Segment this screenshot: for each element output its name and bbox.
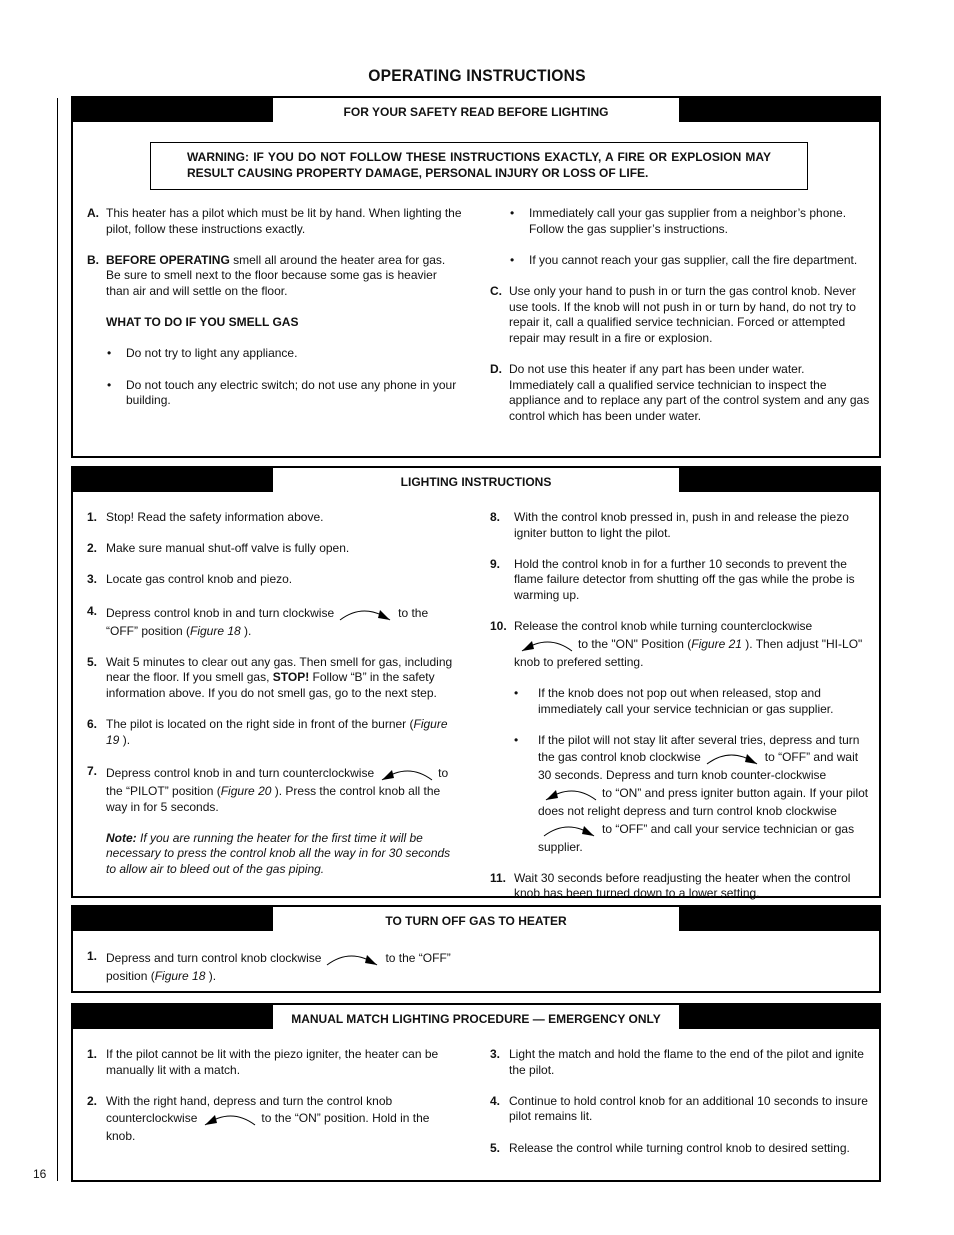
step-text: Depress control knob in and turn clockwise	[106, 605, 335, 620]
step-text: ). Press the control knob all the way in for 5 seconds.	[106, 783, 441, 814]
page-title: OPERATING INSTRUCTIONS	[368, 66, 586, 85]
bullet-dot: •	[514, 685, 519, 700]
item-text: Do not use this heater if any part has been under water. Immediately call a qualified service technician to inspect the appliance and to replace any part of the control system and any gas control which has been under water.	[509, 361, 870, 423]
smell-bullet	[87, 346, 462, 362]
page-number: 16	[33, 1167, 47, 1181]
clockwise-arrow-icon	[705, 748, 761, 768]
figure-ref: Figure 21	[691, 636, 742, 651]
bullet-text: Do not touch any electric switch; do not use any phone in your building.	[126, 377, 457, 408]
lighting-note	[87, 831, 462, 878]
lighting-step-4	[87, 604, 462, 640]
warning-box: WARNING: IF YOU DO NOT FOLLOW THESE INSTRUCTIONS EXACTLY, A FIRE OR EXPLOSION MAY RESULT CAUSING PROPERTY DAMAGE, PERSONAL INJURY OR LOSS OF LIFE.	[150, 142, 808, 190]
header-band-left	[73, 907, 273, 931]
figure-ref: Figure 19	[106, 717, 448, 747]
item-label: A.	[87, 206, 99, 220]
step-text: The pilot is located on the right side in front of the burner (	[106, 717, 414, 732]
manual-right-column	[490, 1047, 870, 1172]
bullet-text: Immediately call your gas supplier from a neighbor’s phone. Follow the gas supplier’s instructions.	[529, 206, 847, 236]
step-10-bullet	[490, 686, 870, 717]
header-band-right	[679, 907, 879, 931]
step-text: With the control knob pressed in, push in and release the piezo igniter button to light the pilot.	[514, 510, 849, 540]
header-band-right	[679, 98, 879, 122]
safety-item-d	[490, 362, 870, 424]
step-number: 11.	[490, 870, 507, 885]
smell-bullet	[490, 253, 870, 269]
lighting-step-2	[87, 541, 462, 557]
item-text: Use only your hand to push in or turn the gas control knob. Never use tools. If the knob will not push in or turn by hand, do not try to repair it, call a qualified service technician. Forced or attempted repair may result in a fire or explosion.	[509, 283, 856, 345]
counterclockwise-arrow-icon	[542, 784, 598, 804]
safety-left-column	[87, 206, 462, 424]
step-text: Depress and turn control knob clockwise	[106, 951, 322, 966]
step-text: If the pilot cannot be lit with the piezo igniter, the heater can be manually lit with a match.	[106, 1047, 439, 1077]
item-text: smell all around the heater area for gas. Be sure to smell next to the floor because some gas is heavier than air and will settle on the floor.	[106, 252, 446, 298]
step-text: Hold the control knob in for a further 10 seconds to prevent the flame failure detector from shutting off the gas while the probe is warming up.	[514, 556, 855, 602]
bullet-dot: •	[510, 252, 515, 267]
step-number: 2.	[87, 541, 98, 556]
lighting-step-11	[490, 871, 870, 902]
lighting-step-7	[87, 764, 462, 815]
manual-left-column	[87, 1047, 462, 1161]
step-text: to the “PILOT” position (	[106, 766, 449, 798]
lighting-step-9	[490, 557, 870, 604]
header-band-left	[73, 1005, 273, 1029]
bullet-dot: •	[107, 377, 112, 392]
step-number: 9.	[490, 556, 501, 571]
lighting-step-3	[87, 572, 462, 588]
step-number: 3.	[490, 1047, 501, 1061]
step-text: Continue to hold control knob for an additional 10 seconds to insure pilot remains lit.	[509, 1093, 868, 1124]
turnoff-panel	[71, 905, 881, 993]
header-band-right	[679, 1005, 879, 1029]
step-text: Locate gas control knob and piezo.	[106, 572, 293, 587]
manual-step-3	[490, 1047, 870, 1078]
step-10-bullet	[490, 733, 870, 855]
manual-step-4	[490, 1094, 870, 1125]
step-number: 1.	[87, 1047, 98, 1061]
manual-header: MANUAL MATCH LIGHTING PROCEDURE — EMERGENCY ONLY	[291, 1012, 661, 1026]
safety-item-c	[490, 284, 870, 346]
step-text: With the right hand, depress and turn the control knob counterclockwise	[106, 1093, 393, 1126]
smell-heading: WHAT TO DO IF YOU SMELL GAS	[106, 315, 299, 330]
bullet-dot: •	[107, 346, 112, 361]
manual-step-5	[490, 1141, 870, 1157]
item-text: This heater has a pilot which must be lit by hand. When lighting the pilot, follow these instructions exactly.	[106, 206, 462, 236]
step-text: Light the match and hold the flame to the end of the pilot and ignite the pilot.	[509, 1047, 864, 1077]
safety-item-a	[87, 206, 462, 237]
step-number: 4.	[87, 603, 98, 618]
step-number: 10.	[490, 619, 507, 634]
bullet-text: If the pilot will not stay lit after several tries, depress and turn the gas control knob clockwise	[538, 732, 860, 765]
item-bold-text: BEFORE OPERATING	[106, 252, 230, 267]
step-number: 2.	[87, 1093, 98, 1108]
safety-panel	[71, 96, 881, 458]
header-band-left	[73, 98, 273, 122]
item-label: B.	[87, 252, 99, 267]
step-text: to the “OFF” position (	[106, 605, 429, 638]
lighting-left-column	[87, 510, 462, 877]
item-label: C.	[490, 283, 502, 298]
step-text: Wait 30 seconds before readjusting the heater when the control knob has been turned down to a lower setting.	[514, 870, 851, 901]
bullet-dot: •	[510, 206, 515, 220]
step-number: 1.	[87, 949, 98, 963]
step-number: 4.	[490, 1093, 501, 1108]
lighting-right-column	[490, 510, 870, 917]
safety-right-column	[490, 206, 870, 440]
counterclockwise-arrow-icon	[518, 635, 574, 655]
bullet-text: to “OFF” and call your service technician or gas supplier.	[538, 821, 855, 854]
bullet-text: If the knob does not pop out when released, stop and immediately call your service technician or gas supplier.	[538, 685, 834, 716]
margin-rule	[57, 98, 58, 1181]
header-band-left	[73, 468, 273, 492]
lighting-step-1	[87, 510, 462, 526]
clockwise-arrow-icon	[542, 820, 598, 840]
step-text: ). Then adjust "HI-LO" knob to prefered setting.	[514, 636, 863, 669]
step-number: 5.	[490, 1140, 501, 1155]
step-number: 7.	[87, 763, 98, 778]
step-text: Stop! Read the safety information above.	[106, 510, 324, 524]
bullet-text: If you cannot reach your gas supplier, call the fire department.	[529, 252, 858, 267]
safety-item-b	[87, 253, 462, 300]
counterclockwise-arrow-icon	[378, 764, 434, 784]
manual-step-2	[87, 1094, 462, 1145]
step-text: ).	[240, 623, 252, 638]
step-text: to the “ON” position. Hold in the knob.	[106, 1111, 430, 1144]
step-text: ).	[119, 732, 131, 747]
step-text: Make sure manual shut-off valve is fully open.	[106, 541, 350, 556]
figure-ref: Figure 20	[220, 783, 272, 798]
lighting-step-6	[87, 717, 462, 748]
clockwise-arrow-icon	[338, 604, 394, 624]
step-text: Wait 5 minutes to clear out any gas. Then smell for gas, including near the floor. If you smell gas,	[106, 654, 453, 685]
bullet-text: to “ON” and press igniter button again. If your pilot does not relight depress and turn control knob clockwise	[538, 786, 869, 818]
step-number: 3.	[87, 572, 98, 587]
step-text: to the “OFF” position (	[106, 951, 451, 983]
manual-panel	[71, 1003, 881, 1182]
lighting-step-10	[490, 619, 870, 670]
step-text: Release the control knob while turning counterclockwise	[514, 619, 813, 634]
step-number: 5.	[87, 654, 98, 669]
step-number: 8.	[490, 510, 501, 524]
step-number: 6.	[87, 717, 98, 732]
note-text: If you are running the heater for the first time it will be necessary to press the control knob all the way in for 30 seconds to allow air to bleed out of the gas piping.	[106, 830, 451, 876]
bullet-dot: •	[514, 732, 519, 747]
turnoff-header: TO TURN OFF GAS TO HEATER	[385, 914, 567, 928]
safety-header: FOR YOUR SAFETY READ BEFORE LIGHTING	[343, 105, 609, 119]
header-band-right	[679, 468, 879, 492]
turnoff-step-1	[87, 949, 462, 985]
stop-text: STOP!	[272, 670, 310, 685]
manual-step-1	[87, 1047, 462, 1078]
lighting-step-5	[87, 655, 462, 702]
smell-bullet	[87, 378, 462, 409]
lighting-header: LIGHTING INSTRUCTIONS	[400, 475, 552, 489]
figure-ref: Figure 18	[190, 623, 241, 638]
step-text: Depress control knob in and turn counterclockwise	[106, 766, 375, 781]
step-text: Follow “B” in the safety information above. If you do not smell gas, go to the next step.	[106, 670, 437, 700]
figure-ref: Figure 18	[154, 969, 206, 983]
lighting-panel	[71, 466, 881, 901]
bullet-text: to “OFF” and wait 30 seconds. Depress and turn knob counter-clockwise	[538, 750, 859, 783]
smell-bullet	[490, 206, 870, 237]
step-text: to the "ON" Position (	[578, 636, 692, 651]
clockwise-arrow-icon	[325, 949, 381, 969]
note-label: Note:	[106, 830, 137, 845]
bullet-text: Do not try to light any appliance.	[126, 346, 298, 361]
turnoff-column	[87, 949, 462, 985]
item-label: D.	[490, 361, 502, 376]
step-text: ).	[205, 969, 217, 983]
step-text: Release the control while turning control knob to desired setting.	[509, 1140, 850, 1155]
lighting-step-8	[490, 510, 870, 541]
step-number: 1.	[87, 510, 98, 524]
counterclockwise-arrow-icon	[201, 1109, 257, 1129]
